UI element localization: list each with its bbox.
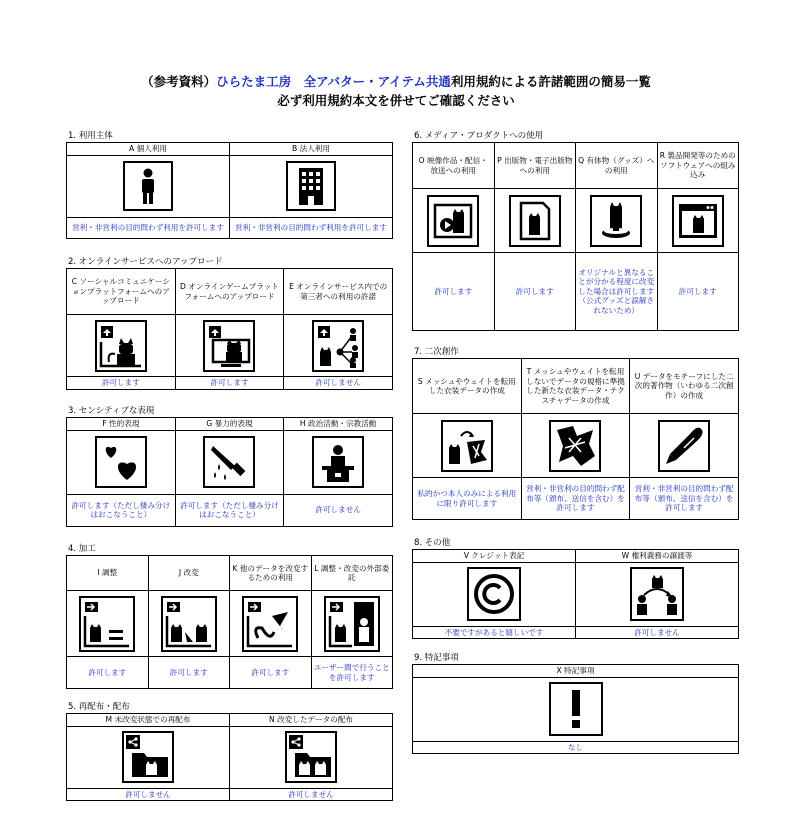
col-head: E オンラインサービス内での第三者への利用の許諾 (284, 269, 393, 315)
software-window-icon (672, 195, 724, 247)
page-title (0, 72, 792, 90)
section-title: 8. その他 (414, 538, 451, 548)
col-head: P 出版物・電子出版物への利用 (494, 143, 576, 189)
modify-icon (161, 596, 217, 652)
section-title: 4. 加工 (68, 544, 96, 554)
building-icon (286, 161, 336, 211)
col-head: V クレジット表記 (413, 550, 576, 563)
section-title: 1. 利用主体 (68, 131, 113, 141)
col-head: B 法人利用 (230, 143, 393, 156)
col-foot: 営利・非営利の目的問わず配布等（頒布、送信を含む）を許可します (521, 478, 630, 520)
share-folder-modified-icon (285, 731, 337, 783)
col-head: X 特記事項 (413, 665, 739, 678)
exclamation-icon (549, 682, 603, 736)
col-foot: 許可しません (284, 377, 393, 390)
section-title: 5. 再配布・配布 (68, 702, 130, 712)
col-head: G 暴力的表現 (175, 418, 284, 431)
upload-avatar-icon (95, 320, 147, 372)
section-5-redistribution (66, 701, 393, 801)
other-data-icon (242, 596, 298, 652)
col-foot: 許可します（ただし棲み分けはおこなうこと） (67, 494, 176, 526)
col-foot: 許可します (67, 377, 176, 390)
col-foot: 営利・非営利の目的問わず配布等（頒布、送信を含む）を許可します (630, 478, 739, 520)
section-title: 2. オンラインサービスへのアップロード (68, 257, 223, 267)
section-3-sensitive (66, 405, 393, 527)
podium-speaker-icon (312, 436, 364, 488)
bloody-knife-icon (203, 436, 255, 488)
col-head: I 調整 (67, 556, 149, 591)
section-7-derivative (412, 346, 739, 520)
col-foot: 許可します（ただし棲み分けはおこなうこと） (175, 494, 284, 526)
title-brand: ひらたま工房 全アバター・アイテム共通 (216, 74, 451, 89)
col-foot: 営利・非営利の目的問わず利用を許可します (230, 217, 393, 238)
col-head: N 改変したデータの配布 (230, 714, 393, 727)
section-title: 3. センシティブな表現 (68, 406, 155, 416)
pen-nib-icon (658, 420, 710, 472)
outsource-icon (324, 596, 380, 652)
cloth-shirt-icon (549, 420, 601, 472)
col-foot: 許可します (67, 657, 149, 689)
col-foot: 許可しません (284, 494, 393, 526)
col-head: S メッシュやウェイトを転用した衣装データの作成 (413, 359, 522, 414)
section-9-notes (412, 652, 739, 754)
col-foot: 私的かつ本人のみによる利用に限り許可します (413, 478, 522, 520)
col-head: H 政治活動・宗教活動 (284, 418, 393, 431)
col-head: D オンラインゲームプラットフォームへのアップロード (175, 269, 284, 315)
col-head: U データをモチーフにした二次的著作物（いわゆる二次創作）の作成 (630, 359, 739, 414)
col-head: Q 有体物（グッズ）への利用 (576, 143, 658, 189)
col-head: O 映像作品・配信・放送への利用 (413, 143, 495, 189)
col-foot: 許可しません (67, 788, 230, 801)
col-head: C ソーシャルコミュニケーションプラットフォームへのアップロード (67, 269, 176, 315)
col-head: L 調整・改変の外部委託 (311, 556, 393, 591)
section-title: 7. 二次創作 (414, 347, 459, 357)
col-foot: 許可します (148, 657, 230, 689)
transfer-people-icon (630, 567, 684, 621)
col-foot: 不要ですがあると嬉しいです (413, 626, 576, 639)
person-icon (123, 161, 173, 211)
share-users-icon (312, 320, 364, 372)
figure-goods-icon (590, 195, 642, 247)
col-foot: 営利・非営利の目的問わず利用を許可します (67, 217, 230, 238)
video-play-icon (427, 195, 479, 247)
col-foot: 許可します (230, 657, 312, 689)
section-2-online (66, 256, 393, 390)
col-foot: オリジナルと異なることが分かる程度に改変した場合は許可します（公式グッズと誤解されないため） (576, 253, 658, 331)
copyright-icon (467, 567, 521, 621)
col-foot: 許可しません (576, 626, 739, 639)
share-folder-icon (122, 731, 174, 783)
col-head: M 未改変状態での再配布 (67, 714, 230, 727)
publication-icon (509, 195, 561, 247)
col-head: R 製品開発等のためのソフトウェアへの組み込み (657, 143, 739, 189)
section-8-other (412, 537, 739, 639)
adjust-equal-icon (79, 596, 135, 652)
title-prefix: （参考資料） (141, 74, 217, 89)
col-foot: 許可します (657, 253, 739, 331)
page-subtitle: 必ず利用規約本文を併せてご確認ください (277, 93, 515, 108)
col-foot: 許可します (413, 253, 495, 331)
section-title: 6. メディア・プロダクトへの使用 (414, 131, 544, 141)
col-foot: 許可します (175, 377, 284, 390)
section-6-media (412, 130, 739, 331)
col-head: K 他のデータを改変するための利用 (230, 556, 312, 591)
col-foot: 許可しません (230, 788, 393, 801)
col-head: J 改変 (148, 556, 230, 591)
col-foot: 許可します (494, 253, 576, 331)
hearts-icon (95, 436, 147, 488)
col-head: F 性的表現 (67, 418, 176, 431)
col-head: W 権利義務の譲渡等 (576, 550, 739, 563)
section-title: 9. 特記事項 (414, 653, 459, 663)
col-head: T メッシュやウェイトを転用しないでデータの規格に準拠した新たな衣装データ・テクスチャデータの作成 (521, 359, 630, 414)
col-foot: ユーザー間で行うことを許可します (311, 657, 393, 689)
section-1-user (66, 130, 393, 239)
col-foot: なし (413, 741, 739, 754)
upload-monitor-icon (203, 320, 255, 372)
mesh-transfer-icon (441, 420, 493, 472)
section-4-processing (66, 543, 393, 689)
title-suffix: 利用規約による許諾範囲の簡易一覧 (450, 74, 651, 89)
col-head: A 個人利用 (67, 143, 230, 156)
